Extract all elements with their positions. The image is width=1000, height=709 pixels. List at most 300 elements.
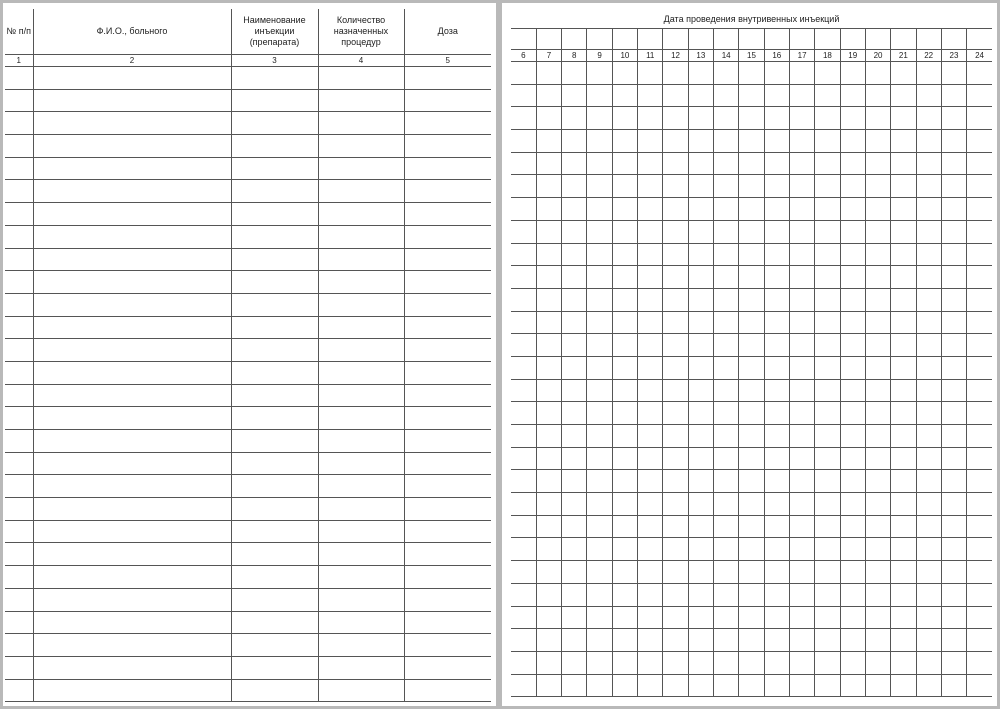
date-cell[interactable] [941,674,966,697]
date-cell[interactable] [789,130,814,153]
date-blank-cell[interactable] [865,29,890,50]
date-cell[interactable] [511,266,536,289]
entry-cell[interactable] [231,520,318,543]
date-cell[interactable] [916,84,941,107]
date-cell[interactable] [815,583,840,606]
date-cell[interactable] [865,62,890,85]
date-cell[interactable] [815,334,840,357]
entry-cell[interactable] [318,679,404,702]
date-cell[interactable] [967,561,992,584]
date-cell[interactable] [916,311,941,334]
entry-cell[interactable] [33,498,231,521]
date-cell[interactable] [865,651,890,674]
date-cell[interactable] [536,84,561,107]
date-cell[interactable] [764,425,789,448]
date-cell[interactable] [536,538,561,561]
date-cell[interactable] [562,606,587,629]
date-cell[interactable] [536,561,561,584]
date-cell[interactable] [638,84,663,107]
date-cell[interactable] [967,175,992,198]
date-cell[interactable] [916,515,941,538]
entry-cell[interactable] [231,407,318,430]
entry-cell[interactable] [404,430,491,453]
date-cell[interactable] [688,243,713,266]
date-cell[interactable] [840,266,865,289]
date-cell[interactable] [891,334,916,357]
date-cell[interactable] [638,651,663,674]
date-cell[interactable] [891,62,916,85]
date-cell[interactable] [536,243,561,266]
date-cell[interactable] [865,107,890,130]
entry-cell[interactable] [231,157,318,180]
date-cell[interactable] [688,84,713,107]
date-blank-cell[interactable] [663,29,688,50]
date-cell[interactable] [967,651,992,674]
date-cell[interactable] [663,152,688,175]
date-cell[interactable] [663,538,688,561]
date-cell[interactable] [638,175,663,198]
date-cell[interactable] [865,288,890,311]
date-cell[interactable] [739,538,764,561]
date-cell[interactable] [764,220,789,243]
date-cell[interactable] [714,311,739,334]
date-cell[interactable] [562,84,587,107]
entry-cell[interactable] [318,520,404,543]
date-cell[interactable] [587,220,612,243]
date-cell[interactable] [891,130,916,153]
entry-cell[interactable] [33,112,231,135]
date-cell[interactable] [536,198,561,221]
date-cell[interactable] [764,130,789,153]
date-cell[interactable] [840,84,865,107]
entry-cell[interactable] [404,248,491,271]
date-cell[interactable] [587,62,612,85]
entry-cell[interactable] [318,452,404,475]
date-cell[interactable] [638,583,663,606]
date-cell[interactable] [840,130,865,153]
date-cell[interactable] [840,198,865,221]
entry-cell[interactable] [5,656,33,679]
date-cell[interactable] [536,402,561,425]
date-cell[interactable] [612,356,637,379]
entry-cell[interactable] [318,407,404,430]
entry-cell[interactable] [318,271,404,294]
date-cell[interactable] [562,402,587,425]
date-cell[interactable] [562,311,587,334]
entry-cell[interactable] [404,361,491,384]
entry-cell[interactable] [33,203,231,226]
date-cell[interactable] [638,107,663,130]
date-cell[interactable] [714,651,739,674]
date-cell[interactable] [789,356,814,379]
date-cell[interactable] [587,493,612,516]
entry-cell[interactable] [33,543,231,566]
date-cell[interactable] [612,130,637,153]
date-cell[interactable] [891,152,916,175]
date-cell[interactable] [865,493,890,516]
date-cell[interactable] [536,515,561,538]
date-cell[interactable] [789,84,814,107]
date-cell[interactable] [638,62,663,85]
entry-cell[interactable] [5,67,33,90]
date-cell[interactable] [612,447,637,470]
date-cell[interactable] [511,651,536,674]
date-cell[interactable] [739,561,764,584]
date-cell[interactable] [865,447,890,470]
date-cell[interactable] [789,561,814,584]
date-cell[interactable] [941,175,966,198]
date-cell[interactable] [891,493,916,516]
date-cell[interactable] [714,515,739,538]
date-cell[interactable] [891,311,916,334]
date-cell[interactable] [638,130,663,153]
date-cell[interactable] [941,538,966,561]
entry-cell[interactable] [231,588,318,611]
entry-cell[interactable] [231,566,318,589]
date-cell[interactable] [916,130,941,153]
date-cell[interactable] [612,561,637,584]
date-cell[interactable] [764,266,789,289]
entry-cell[interactable] [231,112,318,135]
date-cell[interactable] [764,515,789,538]
date-cell[interactable] [739,175,764,198]
date-cell[interactable] [638,152,663,175]
date-cell[interactable] [865,311,890,334]
date-cell[interactable] [941,311,966,334]
date-cell[interactable] [789,674,814,697]
date-cell[interactable] [840,288,865,311]
date-cell[interactable] [891,288,916,311]
date-cell[interactable] [688,606,713,629]
date-cell[interactable] [815,356,840,379]
date-cell[interactable] [612,651,637,674]
date-cell[interactable] [714,334,739,357]
date-cell[interactable] [587,606,612,629]
date-cell[interactable] [840,583,865,606]
date-cell[interactable] [815,402,840,425]
date-cell[interactable] [612,311,637,334]
date-cell[interactable] [511,243,536,266]
entry-cell[interactable] [33,384,231,407]
date-cell[interactable] [891,515,916,538]
entry-cell[interactable] [5,180,33,203]
date-cell[interactable] [587,175,612,198]
date-cell[interactable] [941,107,966,130]
date-cell[interactable] [840,515,865,538]
date-cell[interactable] [612,62,637,85]
entry-cell[interactable] [318,543,404,566]
entry-cell[interactable] [5,271,33,294]
entry-cell[interactable] [33,135,231,158]
date-cell[interactable] [891,470,916,493]
date-cell[interactable] [815,220,840,243]
date-cell[interactable] [612,402,637,425]
entry-cell[interactable] [5,407,33,430]
date-blank-cell[interactable] [916,29,941,50]
date-cell[interactable] [916,288,941,311]
entry-cell[interactable] [404,520,491,543]
date-cell[interactable] [612,583,637,606]
date-cell[interactable] [865,402,890,425]
date-cell[interactable] [663,651,688,674]
entry-cell[interactable] [318,634,404,657]
date-cell[interactable] [916,583,941,606]
entry-cell[interactable] [404,89,491,112]
date-blank-cell[interactable] [891,29,916,50]
date-cell[interactable] [764,288,789,311]
date-cell[interactable] [815,515,840,538]
date-cell[interactable] [891,674,916,697]
date-blank-cell[interactable] [714,29,739,50]
date-cell[interactable] [815,379,840,402]
date-cell[interactable] [815,288,840,311]
date-cell[interactable] [967,515,992,538]
date-cell[interactable] [714,198,739,221]
date-cell[interactable] [789,583,814,606]
date-cell[interactable] [714,62,739,85]
date-cell[interactable] [688,402,713,425]
date-cell[interactable] [815,493,840,516]
date-cell[interactable] [511,515,536,538]
date-cell[interactable] [916,447,941,470]
entry-cell[interactable] [5,543,33,566]
date-cell[interactable] [714,538,739,561]
entry-cell[interactable] [318,67,404,90]
date-cell[interactable] [764,152,789,175]
date-cell[interactable] [764,470,789,493]
date-cell[interactable] [612,470,637,493]
date-cell[interactable] [612,266,637,289]
date-cell[interactable] [663,243,688,266]
date-cell[interactable] [916,62,941,85]
entry-cell[interactable] [318,248,404,271]
date-cell[interactable] [764,334,789,357]
date-cell[interactable] [891,561,916,584]
date-blank-cell[interactable] [587,29,612,50]
date-cell[interactable] [612,107,637,130]
date-cell[interactable] [789,288,814,311]
entry-cell[interactable] [231,384,318,407]
date-cell[interactable] [587,515,612,538]
date-cell[interactable] [714,583,739,606]
date-cell[interactable] [612,175,637,198]
date-cell[interactable] [865,220,890,243]
date-blank-cell[interactable] [536,29,561,50]
entry-cell[interactable] [5,316,33,339]
date-cell[interactable] [815,470,840,493]
date-blank-cell[interactable] [511,29,536,50]
entry-cell[interactable] [318,656,404,679]
entry-cell[interactable] [404,656,491,679]
date-cell[interactable] [739,152,764,175]
date-cell[interactable] [891,629,916,652]
date-cell[interactable] [562,334,587,357]
date-cell[interactable] [663,198,688,221]
date-cell[interactable] [562,583,587,606]
entry-cell[interactable] [404,588,491,611]
date-cell[interactable] [562,288,587,311]
date-cell[interactable] [789,175,814,198]
entry-cell[interactable] [404,67,491,90]
date-cell[interactable] [941,425,966,448]
date-cell[interactable] [638,334,663,357]
date-cell[interactable] [536,220,561,243]
date-cell[interactable] [815,425,840,448]
date-cell[interactable] [536,629,561,652]
date-cell[interactable] [739,493,764,516]
date-cell[interactable] [714,220,739,243]
date-cell[interactable] [840,402,865,425]
entry-cell[interactable] [231,225,318,248]
date-cell[interactable] [612,152,637,175]
date-cell[interactable] [840,425,865,448]
date-cell[interactable] [789,425,814,448]
date-blank-cell[interactable] [764,29,789,50]
date-cell[interactable] [688,311,713,334]
date-cell[interactable] [536,266,561,289]
entry-cell[interactable] [5,520,33,543]
date-cell[interactable] [663,130,688,153]
date-cell[interactable] [865,175,890,198]
date-cell[interactable] [714,243,739,266]
date-cell[interactable] [865,130,890,153]
date-cell[interactable] [536,606,561,629]
date-cell[interactable] [714,470,739,493]
date-cell[interactable] [941,62,966,85]
date-cell[interactable] [764,651,789,674]
date-cell[interactable] [562,493,587,516]
date-cell[interactable] [511,130,536,153]
date-cell[interactable] [587,356,612,379]
date-cell[interactable] [612,243,637,266]
date-cell[interactable] [789,447,814,470]
date-cell[interactable] [739,425,764,448]
date-cell[interactable] [688,447,713,470]
date-cell[interactable] [865,674,890,697]
date-cell[interactable] [789,379,814,402]
date-cell[interactable] [587,561,612,584]
date-cell[interactable] [612,674,637,697]
date-cell[interactable] [638,561,663,584]
date-cell[interactable] [536,175,561,198]
date-cell[interactable] [612,606,637,629]
date-cell[interactable] [815,561,840,584]
date-cell[interactable] [764,107,789,130]
date-cell[interactable] [562,62,587,85]
date-cell[interactable] [916,334,941,357]
date-cell[interactable] [865,561,890,584]
date-cell[interactable] [967,470,992,493]
date-cell[interactable] [941,198,966,221]
date-cell[interactable] [562,447,587,470]
entry-cell[interactable] [231,339,318,362]
date-cell[interactable] [967,447,992,470]
date-cell[interactable] [941,470,966,493]
date-cell[interactable] [967,493,992,516]
date-cell[interactable] [789,198,814,221]
date-cell[interactable] [865,583,890,606]
entry-cell[interactable] [318,430,404,453]
date-cell[interactable] [638,379,663,402]
date-cell[interactable] [587,470,612,493]
entry-cell[interactable] [404,679,491,702]
entry-cell[interactable] [404,498,491,521]
entry-cell[interactable] [231,430,318,453]
entry-cell[interactable] [5,248,33,271]
date-cell[interactable] [840,243,865,266]
date-cell[interactable] [739,583,764,606]
entry-cell[interactable] [404,271,491,294]
entry-cell[interactable] [33,475,231,498]
entry-cell[interactable] [231,89,318,112]
date-cell[interactable] [840,561,865,584]
date-cell[interactable] [536,107,561,130]
entry-cell[interactable] [404,339,491,362]
date-cell[interactable] [714,493,739,516]
date-cell[interactable] [739,674,764,697]
date-cell[interactable] [789,220,814,243]
entry-cell[interactable] [5,112,33,135]
date-blank-cell[interactable] [941,29,966,50]
date-cell[interactable] [764,538,789,561]
date-cell[interactable] [815,243,840,266]
date-cell[interactable] [688,288,713,311]
date-cell[interactable] [891,175,916,198]
entry-cell[interactable] [5,566,33,589]
date-cell[interactable] [536,425,561,448]
entry-cell[interactable] [33,67,231,90]
date-cell[interactable] [638,470,663,493]
entry-cell[interactable] [5,475,33,498]
date-cell[interactable] [739,402,764,425]
date-cell[interactable] [967,130,992,153]
date-cell[interactable] [840,629,865,652]
date-cell[interactable] [663,425,688,448]
entry-cell[interactable] [33,293,231,316]
date-cell[interactable] [638,538,663,561]
date-cell[interactable] [562,538,587,561]
date-blank-cell[interactable] [789,29,814,50]
date-cell[interactable] [941,493,966,516]
date-cell[interactable] [562,130,587,153]
date-cell[interactable] [967,629,992,652]
date-cell[interactable] [638,311,663,334]
entry-cell[interactable] [5,679,33,702]
entry-cell[interactable] [404,112,491,135]
date-cell[interactable] [916,538,941,561]
date-cell[interactable] [663,561,688,584]
date-cell[interactable] [714,175,739,198]
entry-cell[interactable] [318,203,404,226]
entry-cell[interactable] [231,180,318,203]
entry-cell[interactable] [404,452,491,475]
date-cell[interactable] [916,175,941,198]
date-cell[interactable] [739,84,764,107]
date-cell[interactable] [688,62,713,85]
entry-cell[interactable] [318,498,404,521]
date-cell[interactable] [511,288,536,311]
date-cell[interactable] [789,107,814,130]
date-cell[interactable] [587,266,612,289]
entry-cell[interactable] [33,634,231,657]
date-cell[interactable] [587,311,612,334]
date-cell[interactable] [916,220,941,243]
entry-cell[interactable] [404,384,491,407]
date-cell[interactable] [688,470,713,493]
date-cell[interactable] [511,220,536,243]
entry-cell[interactable] [5,135,33,158]
date-cell[interactable] [739,288,764,311]
